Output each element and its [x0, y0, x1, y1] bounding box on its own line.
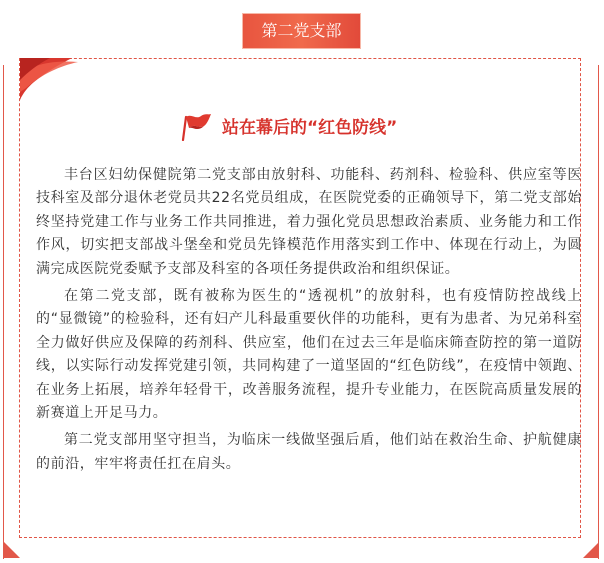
ribbon-decoration-icon — [20, 58, 82, 102]
corner-left-icon — [4, 542, 20, 558]
corner-right-icon — [583, 542, 599, 558]
paragraph-2: 在第二党支部，既有被称为医生的“透视机”的放射科，也有疫情防控战线上的“显微镜”的检验科，还有妇产儿科最重要伙伴的功能科，更有为患者、为兄弟科室全力做好供应及保障的药剂科、供应室，他们在过去三年是临床筛查防控的第一道防线，以实际行动发挥党建引领，共同构建了一道坚固的“红色防线”，在疫情中领跑、在业务上拓展，培养年轻骨干，改善服务流程，提升专业能力，在医院高质量发展的新赛道上开足马力。 — [36, 288, 582, 422]
section-tag: 第二党支部 — [243, 14, 360, 48]
article-body — [36, 164, 582, 480]
paragraph-3: 第二党支部用坚守担当，为临床一线做坚强后盾，他们站在救治生命、护航健康的前沿，牢牢将责任扛在肩头。 — [36, 432, 582, 472]
red-flag-icon — [180, 111, 212, 141]
section-heading: 站在幕后的“红色防线” — [222, 118, 398, 138]
paragraph-1: 丰台区妇幼保健院第二党支部由放射科、功能科、药剂科、检验科、供应室等医技科室及部分退休老党员共22名党员组成，在医院党委的正确领导下，第二党支部始终坚持党建工作与业务工作共同推进，着力强化党员思想政治素质、业务能力和工作作风，切实把支部战斗堡垒和党员先锋模范作用落实到工作中、体现在行动上，为圆满完成医院党委赋予支部及科室的各项任务提供政治和组织保证。 — [36, 167, 582, 277]
